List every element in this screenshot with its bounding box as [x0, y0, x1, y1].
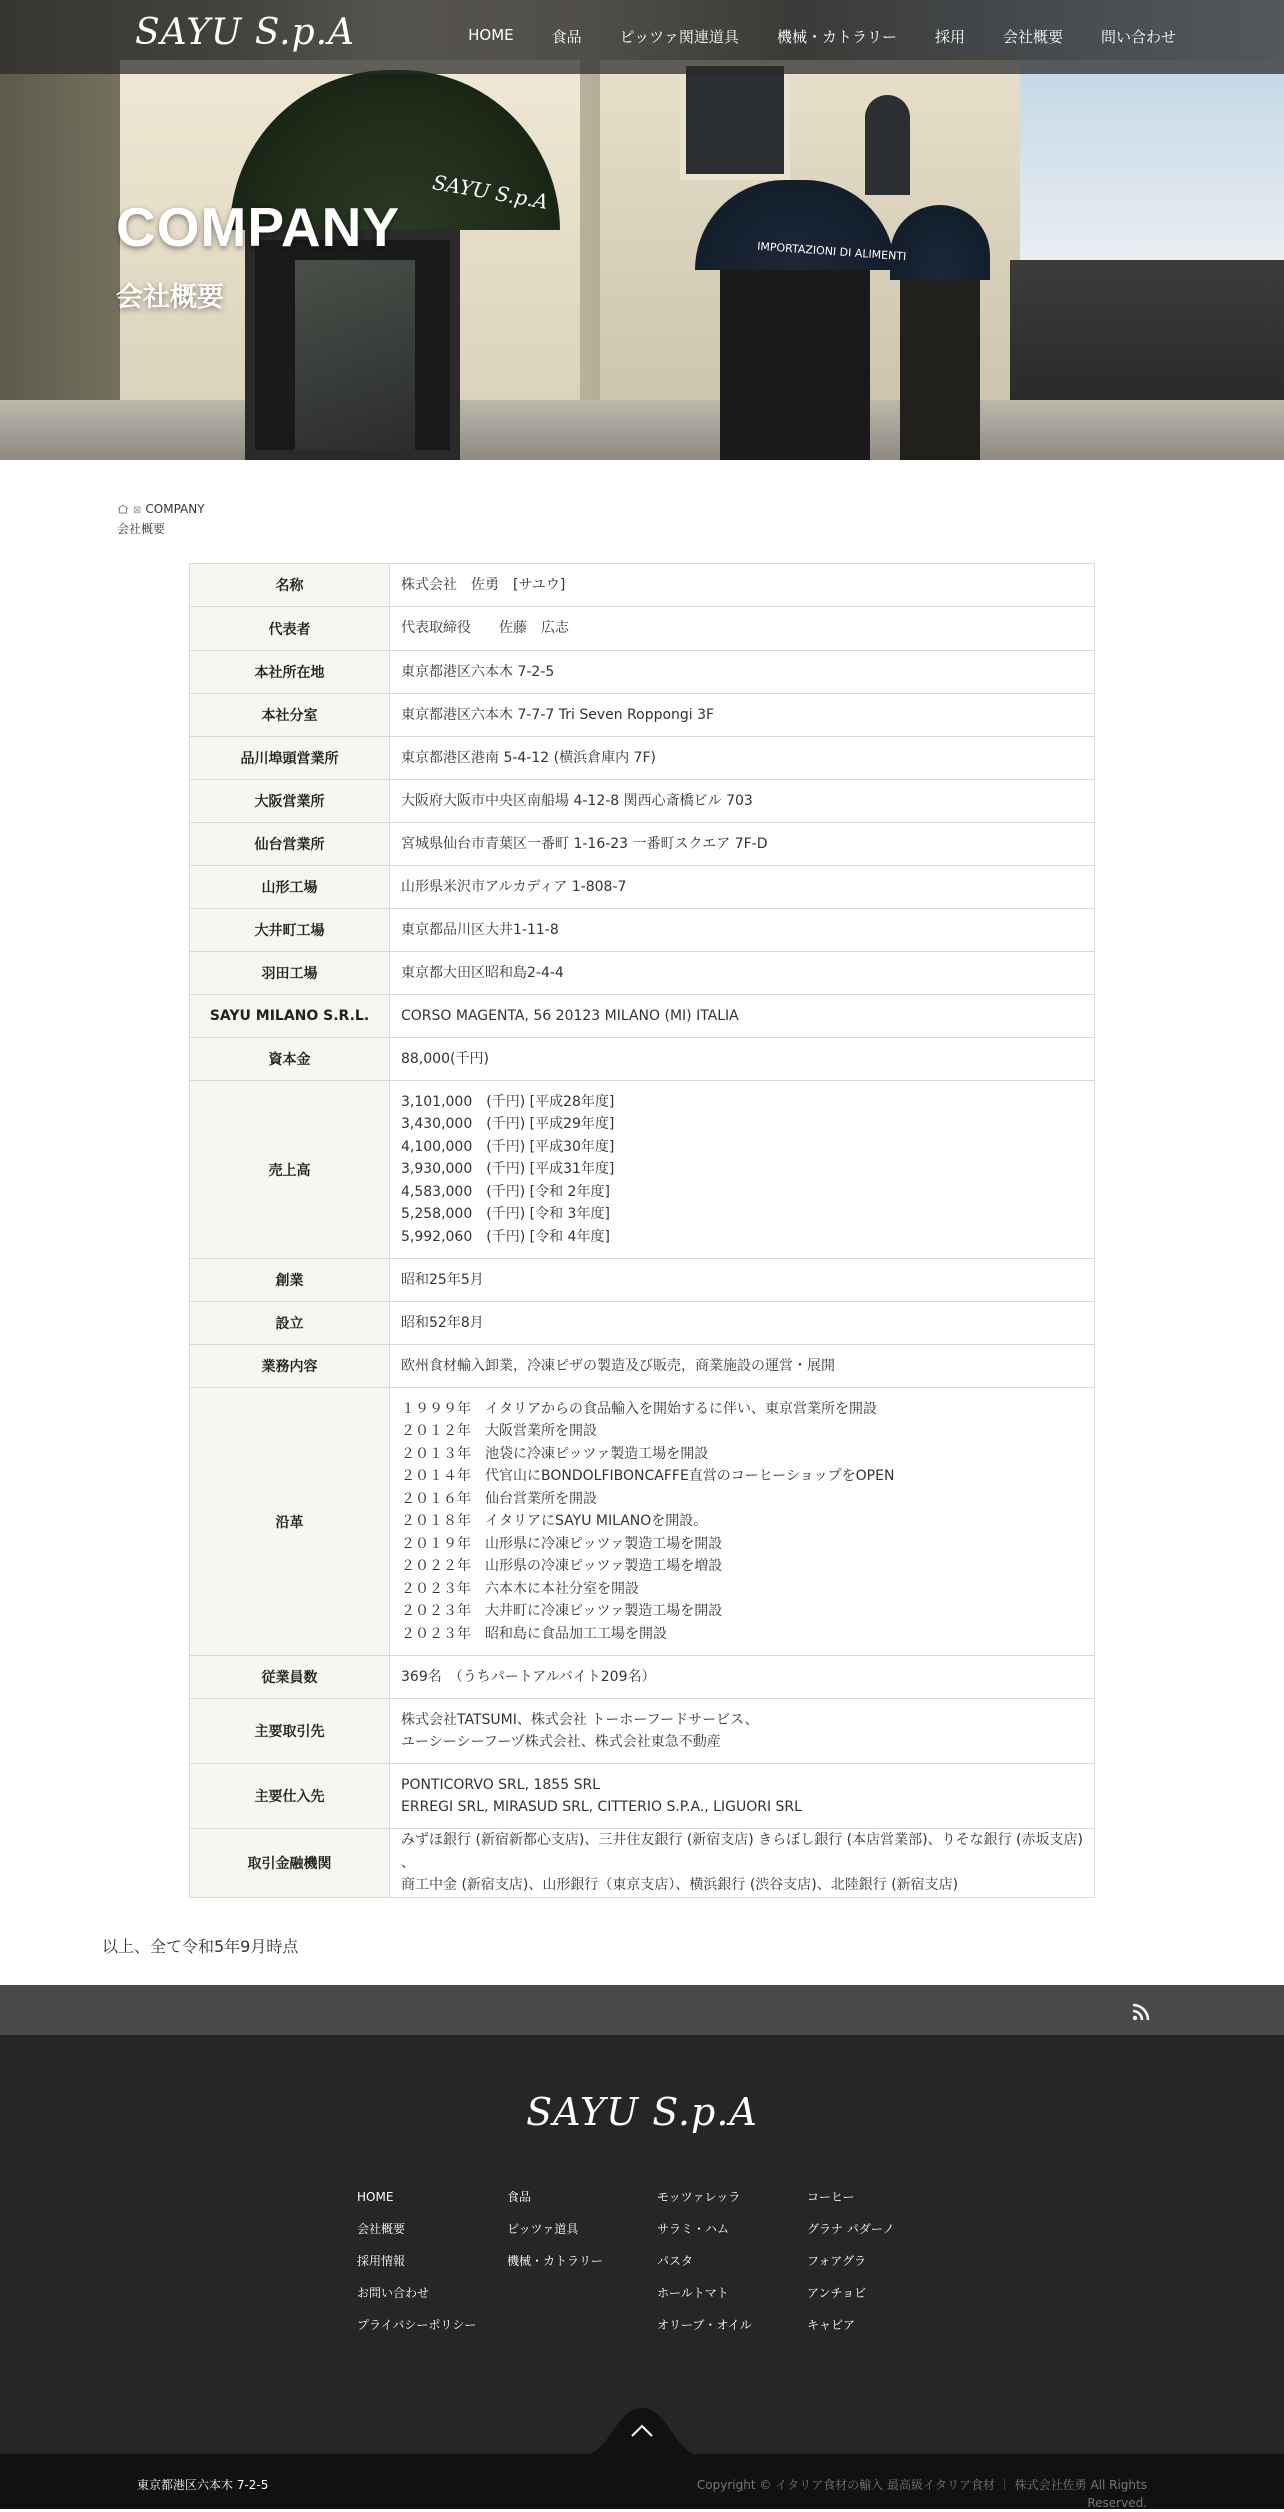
row-label: 本社所在地	[190, 651, 390, 694]
row-value-line: 369名 （うちパートアルバイト209名）	[401, 1668, 656, 1685]
row-value-line: 3,101,000 (千円) [平成28年度]	[401, 1093, 615, 1110]
table-row	[190, 564, 1095, 607]
row-value-line: ２０１８年 イタリアにSAYU MILANOを開設。	[401, 1513, 708, 1530]
row-label: 資本金	[190, 1038, 390, 1081]
row-value-line: ２０２３年 六本木に本社分室を開設	[401, 1580, 639, 1597]
row-value	[390, 780, 1095, 823]
row-value-line: 大阪府大阪市中央区南船場 4-12-8 関西心斎橋ビル 703	[401, 792, 753, 809]
row-label: 代表者	[190, 607, 390, 651]
row-label: 業務内容	[190, 1345, 390, 1388]
table-row	[190, 607, 1095, 651]
row-value-line: 山形県米沢市アルカディア 1-808-7	[401, 878, 627, 895]
row-value-line: ２０１４年 代官山にBONDOLFIBONCAFFE直営のコーヒーショップをOPEN	[401, 1468, 895, 1485]
row-value	[390, 866, 1095, 909]
nav-home[interactable]: HOME	[468, 26, 514, 44]
row-value	[390, 995, 1095, 1038]
row-value-line: 東京都港区六本木 7-7-7 Tri Seven Roppongi 3F	[401, 706, 715, 723]
footer-link-caviar[interactable]: キャビア	[807, 2318, 856, 2332]
table-row	[190, 1081, 1095, 1259]
breadcrumb-current: COMPANY	[145, 502, 205, 516]
footer-link-food[interactable]: 食品	[507, 2190, 532, 2204]
footer-link-company[interactable]: 会社概要	[357, 2222, 406, 2236]
row-label: 大阪営業所	[190, 780, 390, 823]
page-subtitle: 会社概要	[116, 282, 224, 313]
footer-link-machines[interactable]: 機械・カトラリー	[507, 2254, 604, 2268]
table-row	[190, 1345, 1095, 1388]
row-value-line: 5,992,060 (千円) [令和 4年度]	[401, 1228, 610, 1245]
row-value-line: ２０２３年 昭和島に食品加工工場を開設	[401, 1625, 667, 1642]
row-value	[390, 1302, 1095, 1345]
row-value-line: 東京都港区六本木 7-2-5	[401, 663, 555, 680]
row-value-line: 3,930,000 (千円) [平成31年度]	[401, 1161, 615, 1178]
copyright: Copyright © イタリア食材の輸入 最高級イタリア食材 ｜ 株式会社佐勇 All Rights Reserved.	[696, 2478, 1147, 2510]
row-value-line: 欧州食材輸入卸業，冷凍ピザの製造及び販売，商業施設の運営・展開	[401, 1357, 835, 1374]
table-row	[190, 651, 1095, 694]
table-row	[190, 1302, 1095, 1345]
row-value	[390, 1345, 1095, 1388]
row-label: 設立	[190, 1302, 390, 1345]
row-label: 売上高	[190, 1081, 390, 1259]
nav-company[interactable]: 会社概要	[1002, 28, 1063, 46]
row-value	[390, 607, 1095, 651]
as-of-note: 以上、全て令和5年9月時点	[102, 1937, 299, 1956]
footer-link-olive-oil[interactable]: オリーブ・オイル	[657, 2318, 752, 2332]
footer-link-salami[interactable]: サラミ・ハム	[657, 2222, 730, 2236]
row-label: 山形工場	[190, 866, 390, 909]
table-row	[190, 995, 1095, 1038]
row-value-line: 5,258,000 (千円) [令和 3年度]	[401, 1206, 610, 1223]
row-value	[390, 564, 1095, 607]
row-label: 創業	[190, 1259, 390, 1302]
table-row	[190, 780, 1095, 823]
row-value	[390, 1656, 1095, 1699]
footer-link-tomato[interactable]: ホールトマト	[657, 2286, 729, 2300]
row-value-line: CORSO MAGENTA, 56 20123 MILANO (MI) ITALIA	[401, 1007, 739, 1024]
row-value-line: ２０１３年 池袋に冷凍ピッツァ製造工場を開設	[401, 1445, 709, 1462]
row-value-line: ２０２２年 山形県の冷凍ピッツァ製造工場を増設	[401, 1558, 723, 1575]
row-label: 主要取引先	[190, 1699, 390, 1764]
footer-link-privacy[interactable]: プライバシーポリシー	[357, 2318, 477, 2332]
row-value-line: 3,430,000 (千円) [平成29年度]	[401, 1116, 615, 1133]
row-value-line: ERREGI SRL, MIRASUD SRL, CITTERIO S.P.A., LIGUORI SRL	[401, 1799, 802, 1815]
table-row	[190, 952, 1095, 995]
table-row	[190, 823, 1095, 866]
nav-machines-cutlery[interactable]: 機械・カトラリー	[776, 28, 897, 46]
row-value	[390, 651, 1095, 694]
row-label: 仙台営業所	[190, 823, 390, 866]
row-value-line: 株式会社TATSUMI、株式会社 トーホーフードサービス、	[401, 1711, 759, 1728]
row-value-line: 東京都品川区大井1-11-8	[401, 921, 559, 938]
nav-contact[interactable]: 問い合わせ	[1100, 28, 1176, 46]
nav-food[interactable]: 食品	[551, 28, 582, 46]
row-label: SAYU MILANO S.R.L.	[190, 995, 390, 1038]
row-value-line: ユーシーシーフーヅ株式会社、株式会社東急不動産	[401, 1734, 721, 1750]
footer-link-mozzarella[interactable]: モッツァレッラ	[657, 2190, 741, 2204]
table-row	[190, 1259, 1095, 1302]
rss-icon[interactable]	[1131, 2002, 1151, 2022]
breadcrumb	[117, 500, 205, 538]
row-value-line: 株式会社 佐勇 [サユウ]	[401, 576, 566, 593]
row-label: 名称	[190, 564, 390, 607]
table-row	[190, 909, 1095, 952]
row-label: 沿革	[190, 1388, 390, 1656]
row-value-line: 宮城県仙台市青葉区一番町 1-16-23 一番町スクエア 7F-D	[401, 835, 768, 852]
main-nav	[430, 26, 1176, 47]
footer-link-grana-padano[interactable]: グラナ パダーノ	[807, 2222, 895, 2236]
row-value-line: 昭和52年8月	[401, 1314, 484, 1331]
row-value-line: 東京都大田区昭和島2-4-4	[401, 964, 564, 981]
footer-column-2	[507, 2190, 603, 2286]
site-header	[0, 0, 1284, 74]
footer-link-home[interactable]: HOME	[357, 2190, 394, 2204]
row-label: 取引金融機関	[190, 1829, 390, 1898]
row-value	[390, 1259, 1095, 1302]
row-value-line: ２０１６年 仙台営業所を開設	[401, 1490, 597, 1507]
nav-recruit[interactable]: 採用	[934, 28, 965, 46]
footer-link-pasta[interactable]: パスタ	[657, 2254, 694, 2268]
footer-bottom-bar	[0, 2454, 1284, 2509]
row-value-line: ２０１２年 大阪営業所を開設	[401, 1423, 597, 1440]
rss-bar	[0, 1985, 1284, 2035]
row-value	[390, 1388, 1095, 1656]
row-label: 大井町工場	[190, 909, 390, 952]
row-label: 品川埠頭営業所	[190, 737, 390, 780]
row-value-line: 代表取締役 佐藤 広志	[401, 620, 569, 637]
row-value-line: ２０１９年 山形県に冷凍ピッツァ製造工場を開設	[401, 1535, 723, 1552]
row-value	[390, 737, 1095, 780]
table-row	[190, 1038, 1095, 1081]
row-value	[390, 909, 1095, 952]
footer-column-4	[807, 2190, 895, 2350]
row-label: 主要仕入先	[190, 1764, 390, 1829]
row-value-line: 4,100,000 (千円) [平成30年度]	[401, 1138, 615, 1155]
row-value-line: 昭和25年5月	[401, 1271, 484, 1288]
row-value-line: 商工中金 (新宿支店)、山形銀行（東京支店）、横浜銀行 (渋谷支店)、北陸銀行 (新宿支店)	[401, 1877, 959, 1893]
footer-address: 東京都港区六本木 7-2-5	[137, 2478, 269, 2492]
row-label: 羽田工場	[190, 952, 390, 995]
company-info-table	[189, 563, 1095, 1898]
footer-link-anchovy[interactable]: アンチョビ	[807, 2286, 867, 2300]
row-label: 従業員数	[190, 1656, 390, 1699]
row-value-line: ２０２３年 大井町に冷凍ピッツァ製造工場を開設	[401, 1603, 723, 1620]
row-value-line: 88,000(千円)	[401, 1050, 489, 1067]
footer-link-coffee[interactable]: コーヒー	[807, 2190, 855, 2204]
table-row	[190, 1764, 1095, 1829]
footer-link-contact[interactable]: お問い合わせ	[357, 2286, 430, 2300]
footer-link-recruit[interactable]: 採用情報	[357, 2254, 406, 2268]
row-value-line: みずほ銀行 (新宿新都心支店)、三井住友銀行 (新宿支店) きらぼし銀行 (本店営業部)、りそな銀行 (赤坂支店) 、	[401, 1832, 1083, 1871]
footer-column-1	[357, 2190, 476, 2350]
awning-sign-text-2: IMPORTAZIONI DI ALIMENTI	[756, 239, 907, 264]
table-row	[190, 866, 1095, 909]
row-value	[390, 1829, 1095, 1898]
row-value	[390, 823, 1095, 866]
breadcrumb-separator-icon: ⊠	[133, 505, 142, 516]
row-value-line: 東京都港区港南 5-4-12 (横浜倉庫内 7F)	[401, 749, 656, 766]
row-value	[390, 1038, 1095, 1081]
awning-sign-text: SAYU S.p.A	[430, 170, 550, 214]
footer-logo[interactable]: SAYU S.p.A	[526, 2090, 758, 2134]
footer-link-foie-gras[interactable]: フォアグラ	[807, 2254, 867, 2268]
row-value	[390, 1081, 1095, 1259]
page-title: COMPANY	[116, 196, 401, 258]
site-logo[interactable]: SAYU S.p.A	[135, 12, 356, 53]
table-row	[190, 1656, 1095, 1699]
footer-link-pizza-tools[interactable]: ピッツァ道具	[507, 2222, 579, 2236]
site-footer	[0, 2035, 1284, 2454]
row-value-line: １９９９年 イタリアからの食品輸入を開始するに伴い、東京営業所を開設	[401, 1400, 877, 1417]
row-value	[390, 694, 1095, 737]
table-row	[190, 1388, 1095, 1656]
table-row	[190, 1829, 1095, 1898]
breadcrumb-sub: 会社概要	[117, 522, 166, 536]
home-icon[interactable]	[117, 504, 129, 514]
page-top-button[interactable]	[580, 2400, 704, 2456]
row-value-line: PONTICORVO SRL, 1855 SRL	[401, 1776, 600, 1793]
row-label: 本社分室	[190, 694, 390, 737]
row-value-line: 4,583,000 (千円) [令和 2年度]	[401, 1183, 610, 1200]
row-value	[390, 952, 1095, 995]
footer-column-3	[657, 2190, 752, 2350]
row-value	[390, 1699, 1095, 1764]
nav-pizza-tools[interactable]: ピッツァ関連道具	[619, 28, 739, 46]
table-row	[190, 694, 1095, 737]
table-row	[190, 737, 1095, 780]
table-row	[190, 1699, 1095, 1764]
row-value	[390, 1764, 1095, 1829]
